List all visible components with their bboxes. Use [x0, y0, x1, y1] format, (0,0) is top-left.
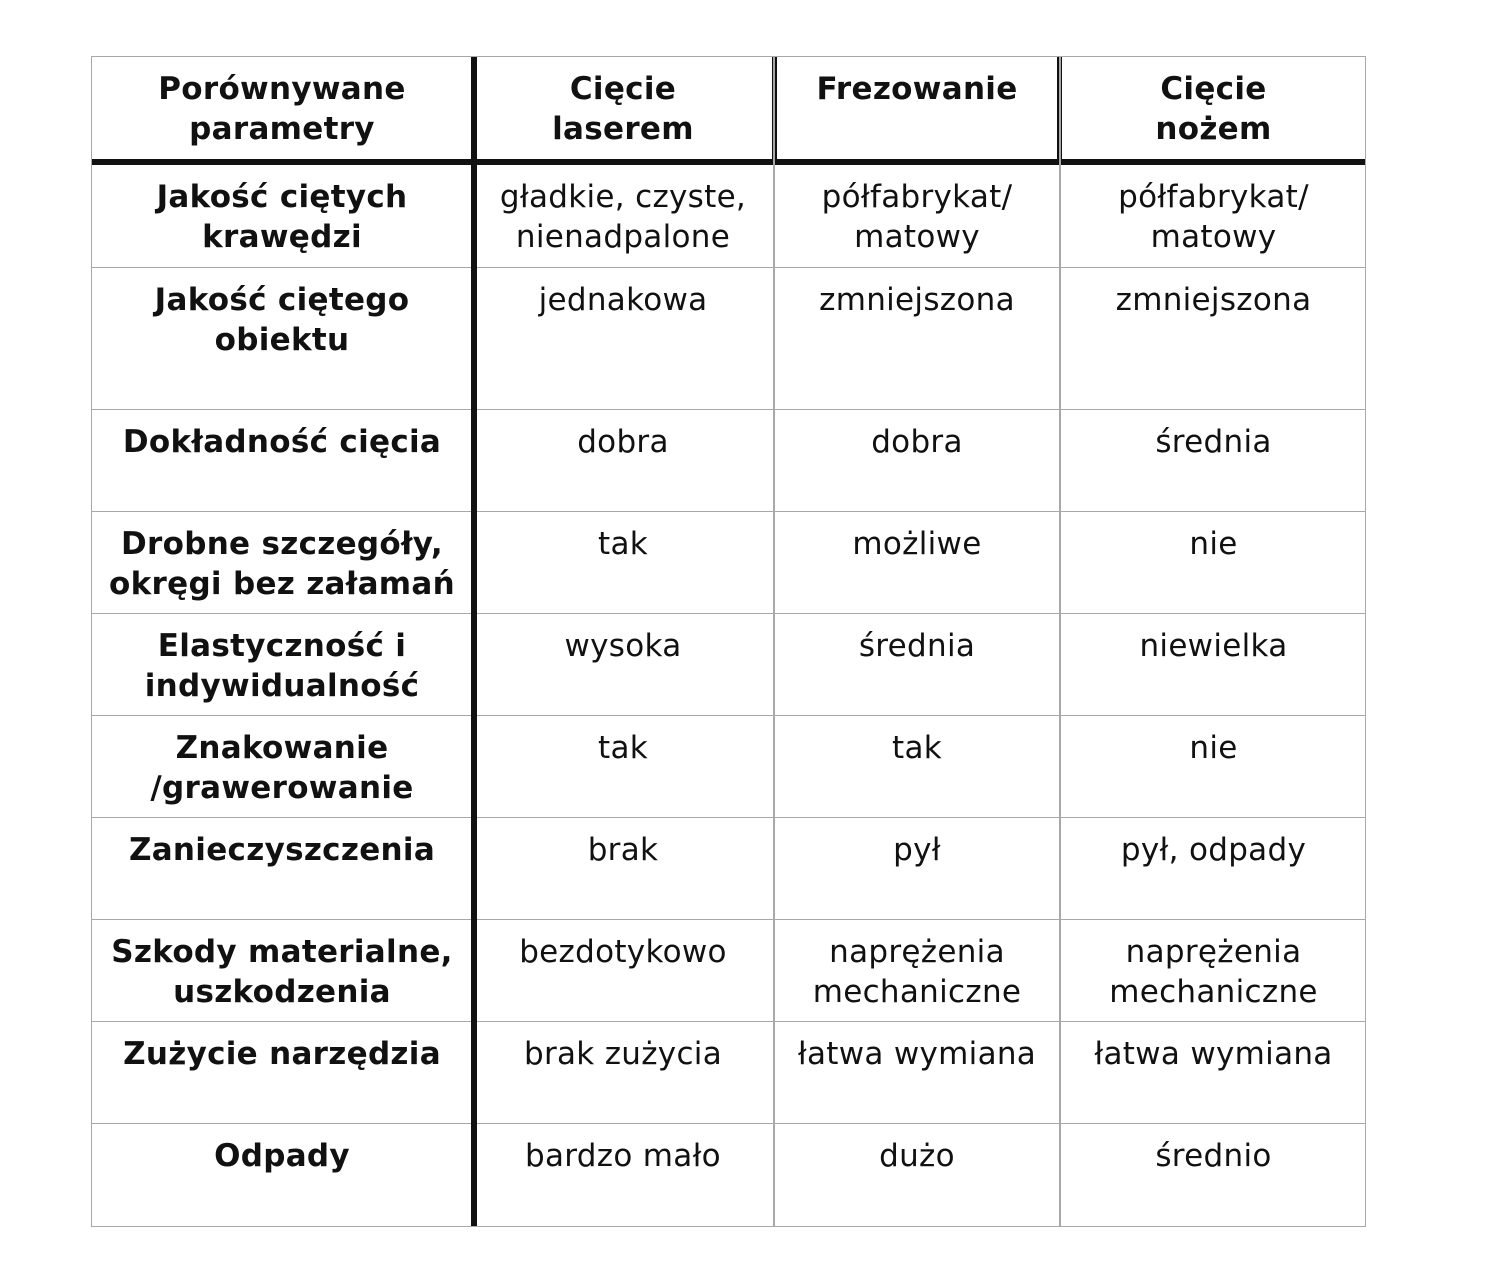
knife-value-cell: łatwa wymiana: [1094, 1036, 1333, 1072]
knife-value-cell: nie: [1189, 730, 1238, 766]
laser-value-cell: brak: [587, 832, 659, 868]
column-divider-thick: [471, 57, 477, 1226]
table-row: [92, 716, 1365, 818]
table-row: [92, 512, 1365, 614]
laser-value-cell: tak: [597, 730, 648, 766]
milling-value-cell: tak: [891, 730, 942, 766]
laser-value-cell: bezdotykowo: [519, 934, 727, 970]
table-header-row: [92, 57, 1365, 165]
table-row: [92, 410, 1365, 512]
row-label-cell: Odpady: [214, 1138, 350, 1174]
milling-value-cell: łatwa wymiana: [797, 1036, 1037, 1072]
column-divider: [1059, 57, 1061, 1226]
header-cell-milling: Frezowanie: [816, 71, 1018, 107]
milling-value-cell: dobra: [871, 424, 963, 460]
laser-value-cell: wysoka: [564, 628, 682, 664]
knife-value-cell: średnio: [1155, 1138, 1272, 1174]
knife-value-cell: średnia: [1155, 424, 1272, 460]
table-row: [92, 920, 1365, 1022]
milling-value-cell: średnia: [858, 628, 976, 664]
table-row: [92, 1022, 1365, 1124]
laser-value-cell: brak zużycia: [523, 1036, 723, 1072]
milling-value-cell: dużo: [879, 1138, 955, 1174]
row-label-cell: Dokładność cięcia: [122, 424, 442, 460]
table-row: [92, 614, 1365, 716]
row-label-cell: Drobne szczegóły, okręgi bez załamań: [109, 526, 455, 602]
laser-value-cell: dobra: [577, 424, 669, 460]
row-label-cell: Zużycie narzędzia: [123, 1036, 441, 1072]
column-divider: [773, 57, 775, 1226]
header-cell-laser-cutting: Cięcie laserem: [552, 71, 694, 147]
row-label-cell: Zanieczyszczenia: [128, 832, 436, 868]
milling-value-cell: pył: [893, 832, 941, 868]
knife-value-cell: pył, odpady: [1120, 832, 1307, 868]
laser-value-cell: tak: [597, 526, 648, 562]
row-label-cell: Jakość ciętych krawędzi: [156, 179, 408, 255]
knife-value-cell: nie: [1189, 526, 1238, 562]
laser-value-cell: jednakowa: [538, 282, 708, 318]
table-row: [92, 268, 1365, 410]
table-row: [92, 818, 1365, 920]
row-label-cell: Elastyczność i indywidualność: [144, 628, 420, 704]
comparison-table: [91, 56, 1366, 1227]
knife-value-cell: naprężenia mechaniczne: [1109, 934, 1318, 1010]
laser-value-cell: bardzo mało: [525, 1138, 721, 1174]
knife-value-cell: niewielka: [1139, 628, 1288, 664]
row-label-cell: Znakowanie /grawerowanie: [150, 730, 414, 806]
header-cell-parameters: Porównywane parametry: [158, 71, 406, 147]
milling-value-cell: naprężenia mechaniczne: [812, 934, 1022, 1010]
knife-value-cell: półfabrykat/ matowy: [1118, 179, 1309, 255]
table-row: [92, 1124, 1365, 1226]
row-label-cell: Jakość ciętego obiektu: [154, 282, 410, 358]
table-row: [92, 165, 1365, 268]
milling-value-cell: półfabrykat/ matowy: [821, 179, 1013, 255]
knife-value-cell: zmniejszona: [1115, 282, 1312, 318]
milling-value-cell: zmniejszona: [819, 282, 1015, 318]
laser-value-cell: gładkie, czyste, nienadpalone: [499, 179, 747, 255]
row-label-cell: Szkody materialne, uszkodzenia: [111, 934, 453, 1010]
header-cell-knife-cutting: Cięcie nożem: [1155, 71, 1272, 147]
milling-value-cell: możliwe: [852, 526, 982, 562]
